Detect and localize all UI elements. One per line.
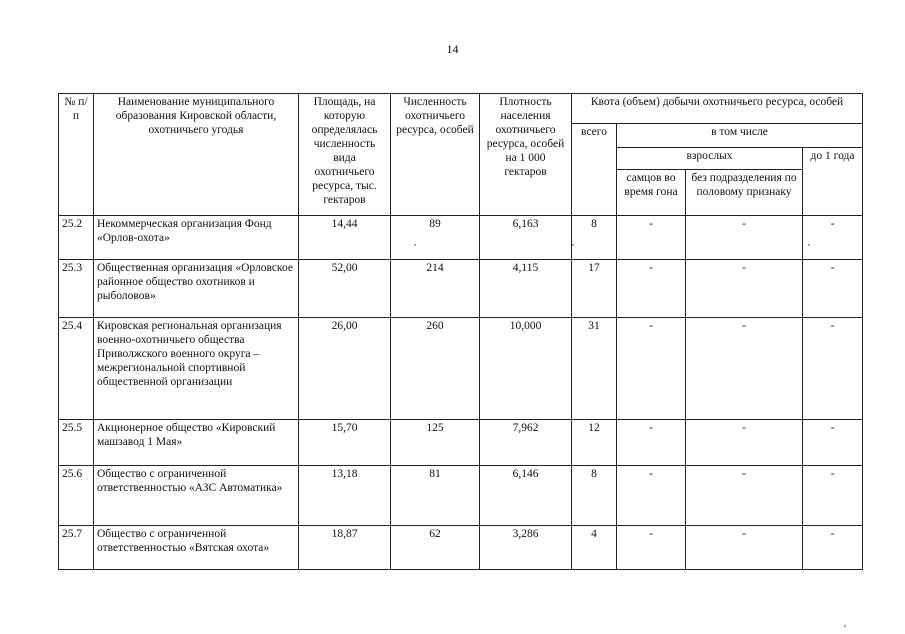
header-including: в том числе bbox=[617, 124, 863, 148]
scan-speck bbox=[572, 244, 574, 246]
row-density: 7,962 bbox=[480, 420, 572, 466]
row-males: - bbox=[617, 318, 686, 420]
row-name: Акционерное общество «Кировский машзавод 1 Мая» bbox=[94, 420, 299, 466]
row-name: Некоммерческая организация Фонд «Орлов-охота» bbox=[94, 216, 299, 260]
table-row bbox=[59, 420, 863, 466]
row-young: - bbox=[803, 318, 863, 420]
row-nosex: - bbox=[686, 466, 803, 526]
header-males-rut: самцов во время гона bbox=[617, 170, 686, 216]
row-density: 3,286 bbox=[480, 526, 572, 570]
row-total: 4 bbox=[572, 526, 617, 570]
row-count: 62 bbox=[391, 526, 480, 570]
table-row bbox=[59, 466, 863, 526]
row-density: 6,163 bbox=[480, 216, 572, 260]
row-males: - bbox=[617, 466, 686, 526]
table-row bbox=[59, 318, 863, 420]
row-num: 25.6 bbox=[59, 466, 94, 526]
row-density: 10,000 bbox=[480, 318, 572, 420]
row-nosex: - bbox=[686, 318, 803, 420]
row-density: 4,115 bbox=[480, 260, 572, 318]
row-males: - bbox=[617, 420, 686, 466]
scan-speck bbox=[808, 244, 810, 246]
row-num: 25.3 bbox=[59, 260, 94, 318]
row-name: Кировская региональная организация военно-охотничьего общества Приволжского военного округа – межрегиональной спортивной общественной организации bbox=[94, 318, 299, 420]
header-count: Численность охотничьего ресурса, особей bbox=[391, 94, 480, 216]
table-row bbox=[59, 526, 863, 570]
row-total: 17 bbox=[572, 260, 617, 318]
header-under-one: до 1 года bbox=[803, 148, 863, 216]
row-nosex: - bbox=[686, 260, 803, 318]
row-nosex: - bbox=[686, 526, 803, 570]
row-area: 15,70 bbox=[299, 420, 391, 466]
row-nosex: - bbox=[686, 420, 803, 466]
row-name: Общество с ограниченной ответственностью «АЗС Автоматика» bbox=[94, 466, 299, 526]
row-nosex: - bbox=[686, 216, 803, 260]
row-males: - bbox=[617, 260, 686, 318]
row-area: 18,87 bbox=[299, 526, 391, 570]
row-density: 6,146 bbox=[480, 466, 572, 526]
row-name: Общественная организация «Орловское районное общество охотников и рыболовов» bbox=[94, 260, 299, 318]
table-row bbox=[59, 260, 863, 318]
row-num: 25.5 bbox=[59, 420, 94, 466]
row-young: - bbox=[803, 466, 863, 526]
row-name: Общество с ограниченной ответственностью «Вятская охота» bbox=[94, 526, 299, 570]
row-num: 25.7 bbox=[59, 526, 94, 570]
row-count: 81 bbox=[391, 466, 480, 526]
header-no-sex: без подразделения по половому признаку bbox=[686, 170, 803, 216]
scan-speck bbox=[414, 244, 416, 246]
row-total: 12 bbox=[572, 420, 617, 466]
row-count: 260 bbox=[391, 318, 480, 420]
row-males: - bbox=[617, 216, 686, 260]
row-young: - bbox=[803, 216, 863, 260]
quota-table bbox=[58, 93, 863, 570]
row-count: 125 bbox=[391, 420, 480, 466]
row-total: 31 bbox=[572, 318, 617, 420]
row-num: 25.2 bbox=[59, 216, 94, 260]
row-area: 52,00 bbox=[299, 260, 391, 318]
row-young: - bbox=[803, 526, 863, 570]
header-area: Площадь, на которую определялась численность вида охотничьего ресурса, тыс. гектаров bbox=[299, 94, 391, 216]
row-males: - bbox=[617, 526, 686, 570]
header-total: всего bbox=[572, 124, 617, 216]
page-number: 14 bbox=[446, 42, 459, 56]
row-young: - bbox=[803, 420, 863, 466]
row-area: 14,44 bbox=[299, 216, 391, 260]
header-name: Наименование муниципального образования Кировской области, охотничьего угодья bbox=[94, 94, 299, 216]
row-count: 214 bbox=[391, 260, 480, 318]
scan-speck bbox=[844, 625, 846, 627]
row-total: 8 bbox=[572, 466, 617, 526]
row-count: 89 bbox=[391, 216, 480, 260]
row-total: 8 bbox=[572, 216, 617, 260]
header-density: Плотность населения охотничьего ресурса, особей на 1 000 гектаров bbox=[480, 94, 572, 216]
row-num: 25.4 bbox=[59, 318, 94, 420]
row-area: 13,18 bbox=[299, 466, 391, 526]
row-area: 26,00 bbox=[299, 318, 391, 420]
header-quota: Квота (объем) добычи охотничьего ресурса, особей bbox=[572, 94, 863, 124]
table-row bbox=[59, 216, 863, 260]
row-young: - bbox=[803, 260, 863, 318]
header-num: № п/п bbox=[59, 94, 94, 216]
header-adults: взрослых bbox=[617, 148, 803, 170]
